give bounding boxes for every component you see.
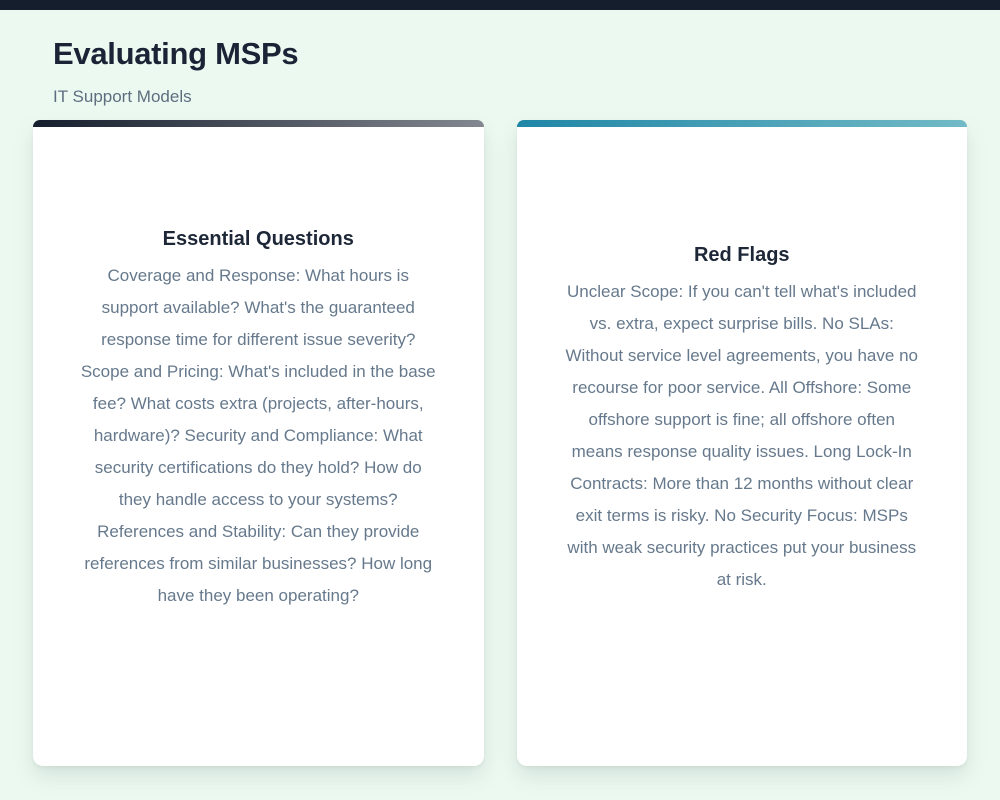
card-body-text: Coverage and Response: What hours is support available? What's the guaranteed response time for different issue severity? Scope and Pricing: What's included in the base fee? What costs extra (projects, after-hours, hardware)? Security and Compliance: What security certifications do they hold? How do they handle access to your systems? References and Stability: Can they provide references from similar businesses? How long have they been operating? [80, 265, 436, 605]
card-red-flags [517, 120, 968, 766]
card-title: Red Flags [693, 243, 790, 266]
card-accent-bar [517, 120, 968, 127]
cards-container [33, 120, 967, 766]
card-body-text: Unclear Scope: If you can't tell what's included vs. extra, expect surprise bills. No SLAs: Without service level agreements, you have no recourse for poor service. All Offshore: Some offshore support is fine; all offshore often means response quality issues. Long Lock-In Contracts: More than 12 months without clear exit terms is risky. No Security Focus: MSPs with weak security practices put your business at risk. [565, 281, 918, 589]
card-title: Essential Questions [162, 227, 354, 250]
card-accent-bar [33, 120, 484, 127]
page-title: Evaluating MSPs [53, 36, 299, 71]
page-subtitle: IT Support Models [53, 86, 192, 106]
top-accent-bar [0, 0, 1000, 10]
page-header [0, 10, 1000, 107]
card-essential-questions [33, 120, 484, 766]
